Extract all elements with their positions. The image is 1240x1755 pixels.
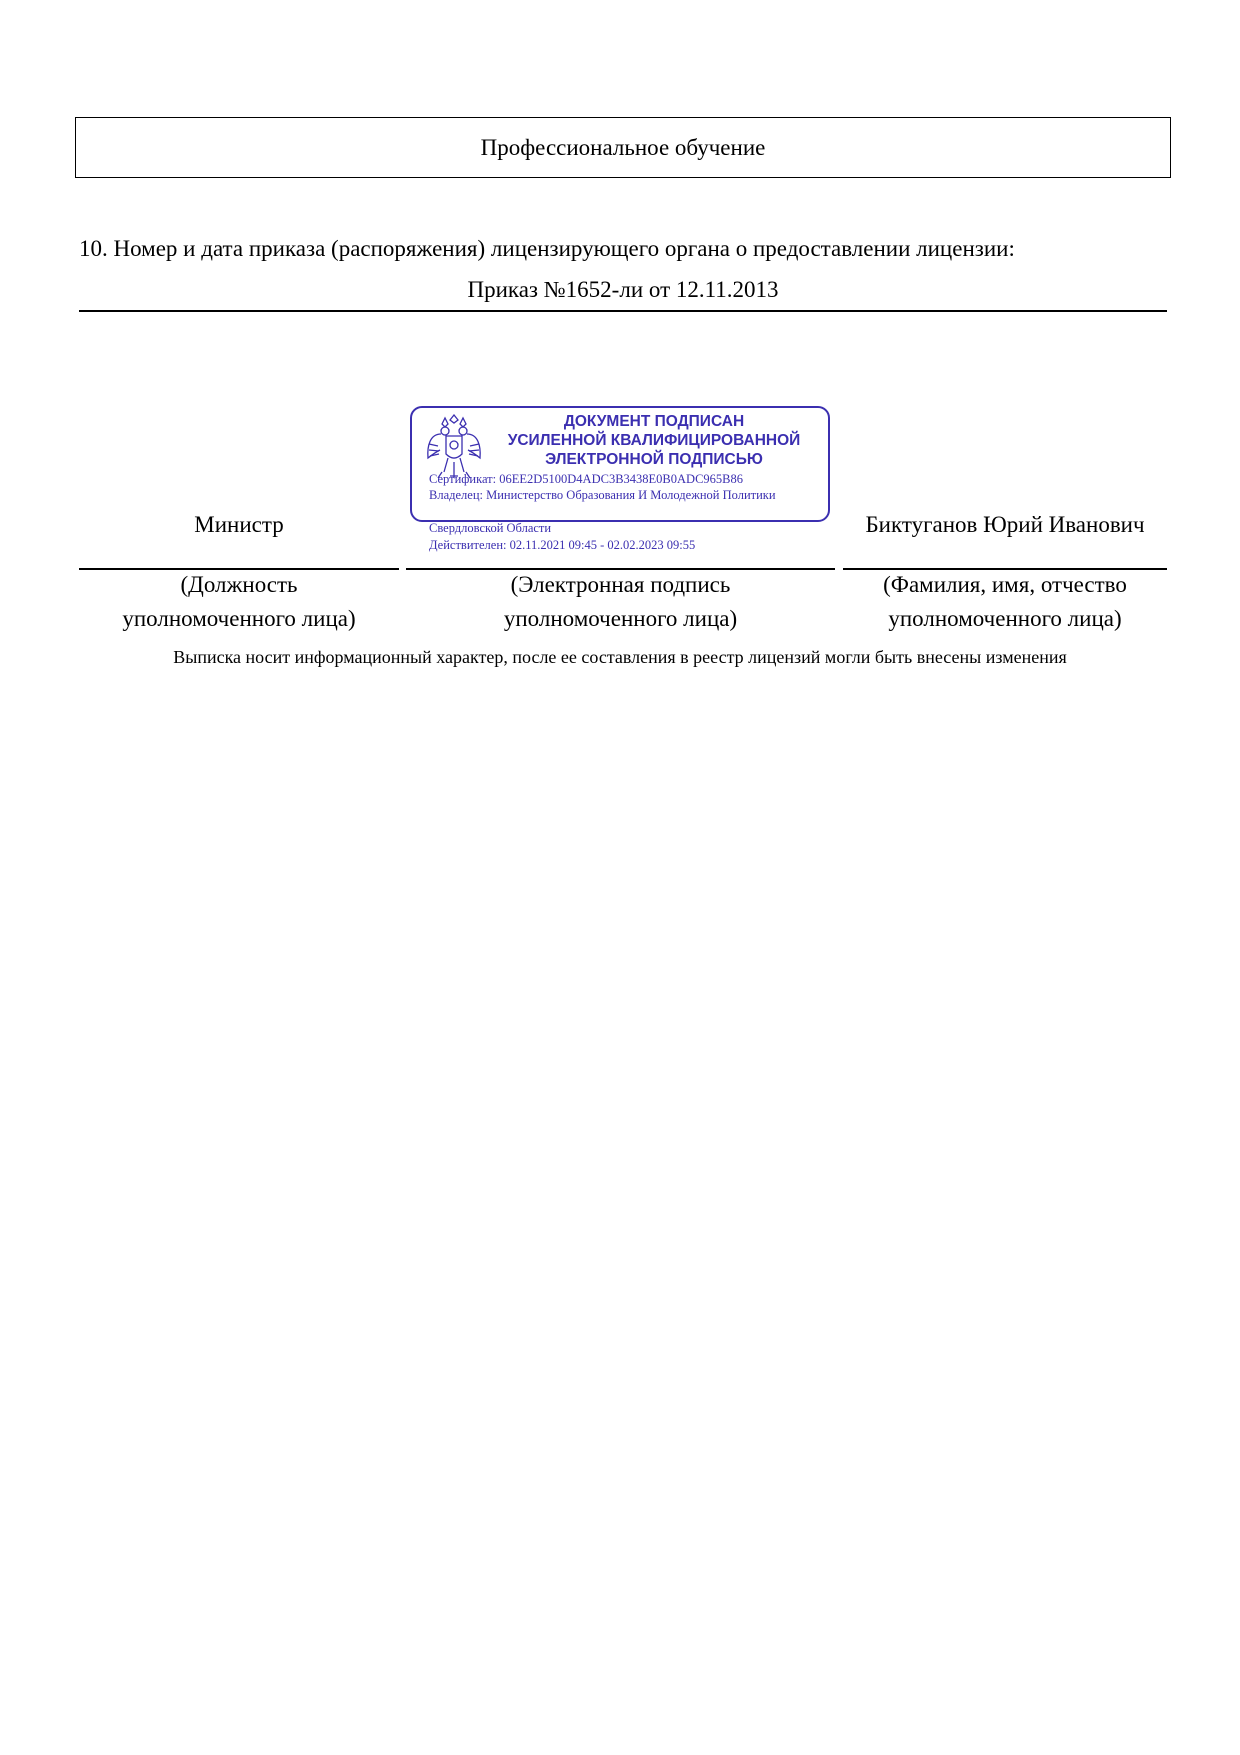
name-caption-line1: (Фамилия, имя, отчество <box>883 572 1127 597</box>
signature-caption-line2: уполномоченного лица) <box>503 606 738 631</box>
name-caption <box>843 568 1167 636</box>
official-name: Биктуганов Юрий Иванович <box>865 512 1145 537</box>
section-title: Профессиональное обучение <box>480 134 766 160</box>
signature-caption <box>406 568 835 636</box>
disclaimer-note: Выписка носит информационный характер, после ее составления в реестр лицензий могли быть внесены изменения <box>173 647 1067 667</box>
stamp-owner-continued: Свердловской Области <box>429 521 552 535</box>
signature-caption-line1: (Электронная подпись <box>510 572 731 597</box>
license-order-value: Приказ №1652-ли от 12.11.2013 <box>467 277 779 302</box>
position-caption <box>79 568 399 636</box>
stamp-heading-1: ДОКУМЕНТ ПОДПИСАН <box>563 413 745 430</box>
stamp-validity: Действителен: 02.11.2021 09:45 - 02.02.2023 09:55 <box>429 538 696 552</box>
section-title-box <box>75 117 1171 178</box>
stamp-certificate: Сертификат: 06EE2D5100D4ADC3B3438E0B0ADC965B86 <box>429 472 743 486</box>
order-underline <box>79 310 1167 312</box>
stamp-heading-2: УСИЛЕННОЙ КВАЛИФИЦИРОВАННОЙ <box>507 432 801 449</box>
position-caption-line2: уполномоченного лица) <box>122 606 356 631</box>
official-position: Министр <box>194 512 284 537</box>
name-caption-line2: уполномоченного лица) <box>888 606 1122 631</box>
stamp-heading-3: ЭЛЕКТРОННОЙ ПОДПИСЬЮ <box>545 451 763 468</box>
license-order-label: 10. Номер и дата приказа (распоряжения) лицензирующего органа о предоставлении лицензии: <box>79 236 1015 261</box>
position-caption-line1: (Должность <box>180 572 298 597</box>
stamp-owner: Владелец: Министерство Образования И Молодежной Политики <box>429 488 776 502</box>
electronic-signature-stamp <box>410 406 830 552</box>
